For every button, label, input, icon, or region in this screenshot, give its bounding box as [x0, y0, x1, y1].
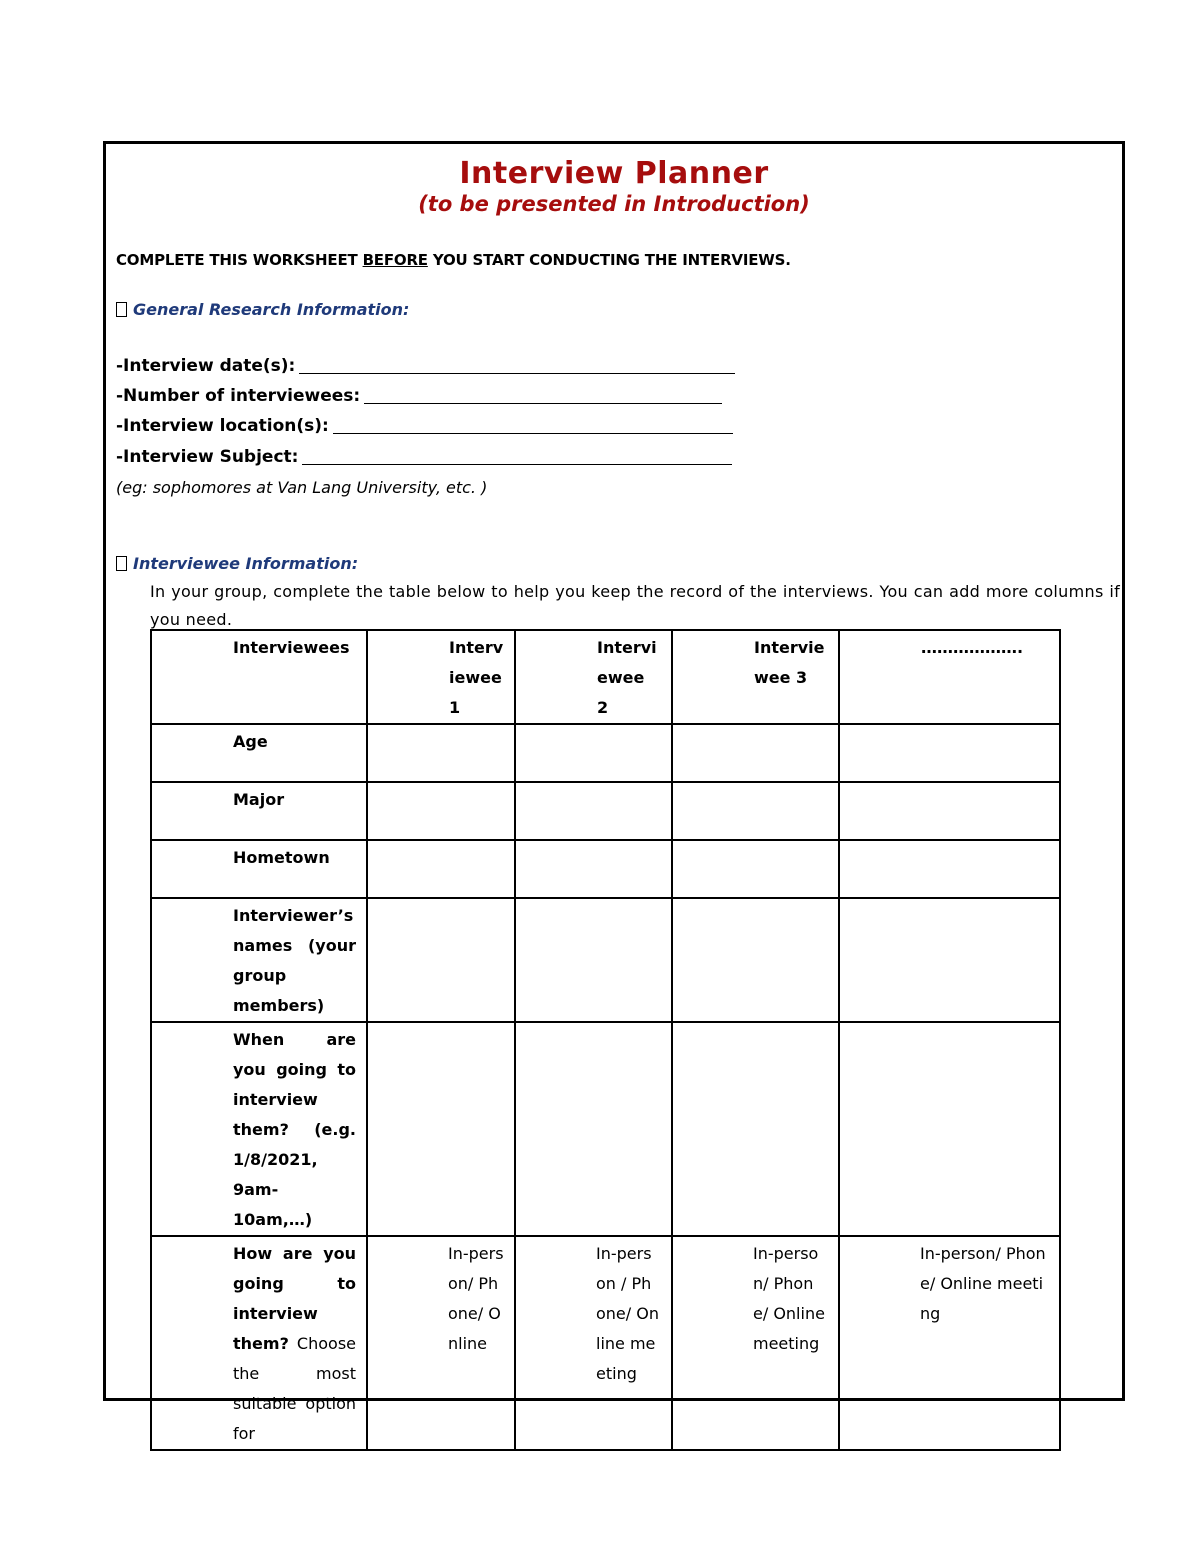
header-more-columns: ……………….	[839, 630, 1060, 724]
interviewee-count-blank[interactable]	[364, 386, 722, 404]
method-option-cell-4[interactable]: In-person/ Phone/ Online meeting	[839, 1236, 1060, 1450]
table-cell[interactable]	[839, 724, 1060, 782]
method-option-cell-2[interactable]: In-person / Phone/ Online meeting	[515, 1236, 672, 1450]
table-row	[151, 898, 1060, 1022]
table-cell[interactable]	[367, 1022, 515, 1236]
checkbox-icon	[116, 556, 127, 571]
row-label-age: Age	[151, 724, 367, 782]
table-header-row	[151, 630, 1060, 724]
interviewee-intro: In your group, complete the table below to help you keep the record of the interviews. You can add more columns if you need.	[150, 582, 1120, 629]
interviewee-info-heading	[116, 554, 358, 573]
interview-subject-field	[116, 447, 732, 467]
header-interviewee-1: Interviewee 1	[367, 630, 515, 724]
table-cell[interactable]	[367, 782, 515, 840]
table-cell[interactable]	[515, 1022, 672, 1236]
table-cell[interactable]	[839, 782, 1060, 840]
table-cell[interactable]	[367, 724, 515, 782]
worksheet-frame	[103, 141, 1125, 1443]
table-row	[151, 724, 1060, 782]
subject-example: (eg: sophomores at Van Lang University, etc. )	[116, 478, 488, 497]
table-row	[151, 1236, 1060, 1450]
header-interviewee-2: Interviewee 2	[515, 630, 672, 724]
table-cell[interactable]	[839, 840, 1060, 898]
interview-date-blank[interactable]	[299, 356, 735, 374]
interviewee-count-field	[116, 386, 722, 406]
header-interviewee-3: Interviewee 3	[672, 630, 839, 724]
method-option-cell-3[interactable]: In-person/ Phone/ Online meeting	[672, 1236, 839, 1450]
table-cell[interactable]	[515, 898, 672, 1022]
row-label-major: Major	[151, 782, 367, 840]
instruction-text	[116, 251, 791, 269]
interview-subject-blank[interactable]	[302, 447, 732, 465]
general-info-heading-text: General Research Information:	[133, 300, 410, 319]
table-cell[interactable]	[367, 898, 515, 1022]
table-cell[interactable]	[672, 782, 839, 840]
how-question: How are you going to interview them?	[233, 1244, 356, 1353]
table-cell[interactable]	[839, 898, 1060, 1022]
table-cell[interactable]	[672, 840, 839, 898]
interviewee-info-heading-text: Interviewee Information:	[133, 554, 359, 573]
table-row	[151, 1022, 1060, 1236]
interview-date-field	[116, 356, 735, 376]
table-cell[interactable]	[367, 840, 515, 898]
instruction-after: YOU START CONDUCTING THE INTERVIEWS.	[427, 251, 791, 269]
table-row	[151, 840, 1060, 898]
interview-location-field	[116, 416, 733, 436]
instruction-underlined: BEFORE	[362, 251, 428, 269]
how-instruction: Choose the most suitable option for	[233, 1334, 356, 1443]
table-cell[interactable]	[515, 724, 672, 782]
general-info-heading	[116, 300, 409, 319]
page-title: Interview Planner	[459, 156, 769, 191]
table-cell[interactable]	[515, 840, 672, 898]
table-cell[interactable]	[672, 898, 839, 1022]
table-cell[interactable]	[839, 1022, 1060, 1236]
interview-location-label: -Interview location(s):	[116, 416, 329, 436]
table-cell[interactable]	[515, 782, 672, 840]
interviewee-table	[150, 629, 1061, 1451]
method-option-cell-1[interactable]: In-person/ Phone/ Online	[367, 1236, 515, 1450]
instruction-before: COMPLETE THIS WORKSHEET	[116, 251, 363, 269]
interview-date-label: -Interview date(s):	[116, 356, 296, 376]
interview-subject-label: -Interview Subject:	[116, 447, 299, 467]
row-label-interviewer-names: Interviewer’s names (your group members)	[151, 898, 367, 1022]
interviewee-count-label: -Number of interviewees:	[116, 386, 361, 406]
header-interviewees: Interviewees	[151, 630, 367, 724]
row-label-when: When are you going to interview them? (e.g. 1/8/2021, 9am-10am,…)	[151, 1022, 367, 1236]
table-cell[interactable]	[672, 1022, 839, 1236]
checkbox-icon	[116, 302, 127, 317]
table-cell[interactable]	[672, 724, 839, 782]
table-row	[151, 782, 1060, 840]
interview-location-blank[interactable]	[333, 416, 733, 434]
row-label-hometown: Hometown	[151, 840, 367, 898]
row-label-how	[151, 1236, 367, 1450]
page-subtitle: (to be presented in Introduction)	[418, 192, 810, 216]
